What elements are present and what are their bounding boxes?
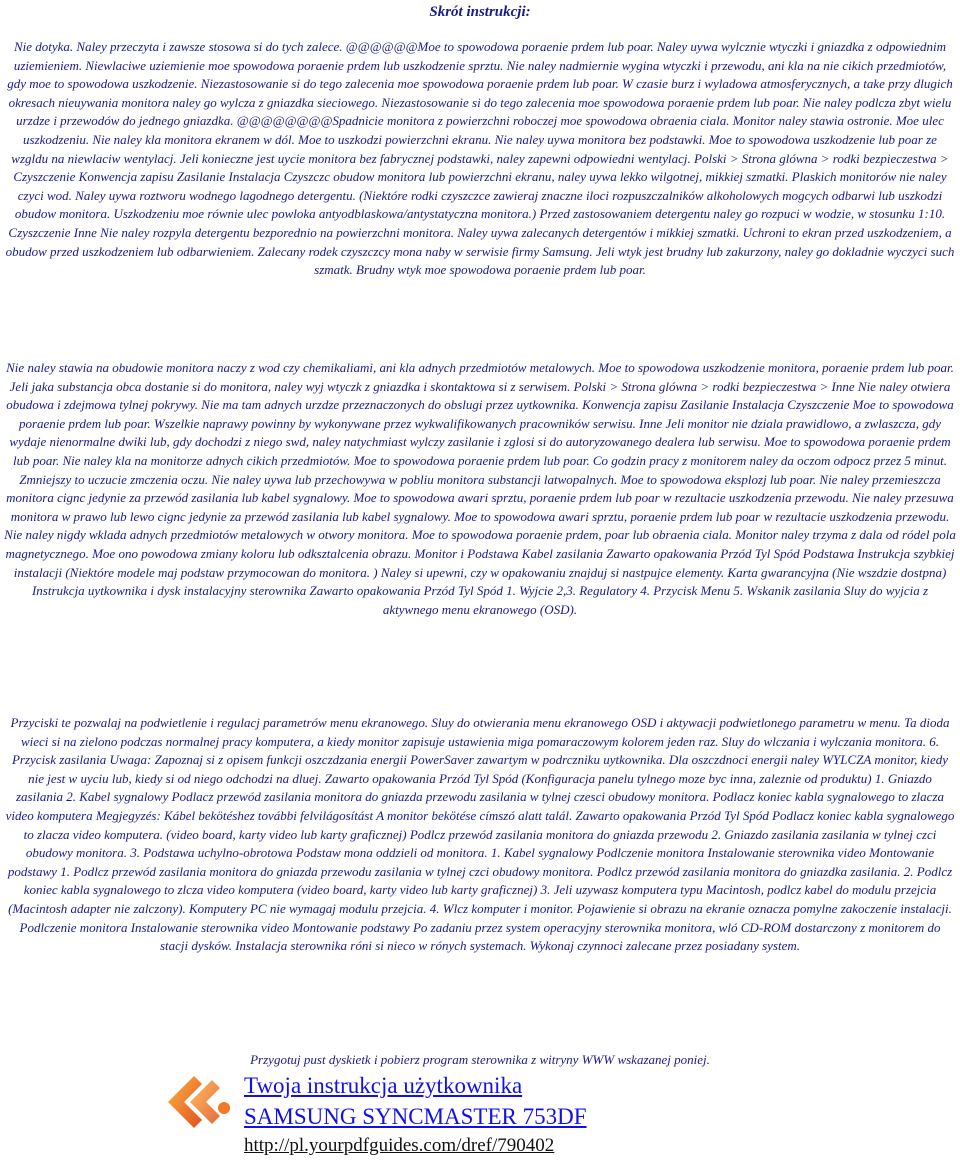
footer-links xyxy=(244,1070,587,1160)
manual-link-url[interactable]: http://pl.yourpdfguides.com/dref/790402 xyxy=(244,1135,555,1156)
paragraph-safety: Nie dotyka. Naley przeczyta i zawsze stosowa si do tych zalece. @@@@@@Moe to spowodowa poraenie prdem lub poar. Naley uywa wylcznie wtyczki i gniazdka z odpowiednim uziemieniem. Niewlaciwe uziemienie moe spowodowa poraenie prdem lub uszkodzenie sprztu. Nie naley nadmiernie wygina wtyczki i przewodu, ani kla na nie cikich przedmiotów, gdy moe to spowodowa uszkodzenie. Niezastosowanie si do tego zalecenia moe spowodowa poraenie prdem lub poar. W czasie burz i wyladowa atmosferycznych, a take przy dlugich okresach nieuywania monitora naley go wylcza z gniazdka sieciowego. Niezastosowanie si do tego zalecenia moe spowodowa poraenie prdem lub poar. Nie naley podlcza zbyt wielu urzdze i przewodów do jednego gniazdka. @@@@@@@@Spadnicie monitora z powierzchni roboczej moe spowodowa obraenia ciala. Monitor naley stawia ostronie. Moe ulec uszkodzeniu. Nie naley kla monitora ekranem w dól. Moe to uszkodzi powierzchni ekranu. Nie naley uywa monitora bez podstawki. Moe to spowodowa uszkodzenie lub poar ze wzgldu na niewlaciw wentylacj. Jeli konieczne jest uycie monitora bez fabrycznej podstawki, naley zapewni odpowiedni wentylacj. Polski > Strona glówna > rodki bezpieczestwa > Czyszczenie Konwencja zapisu Zasilanie Instalacja Czyszczc obudow monitora lub powierzchni ekranu, naley uywa lekko wilgotnej, mikkiej szmatki. Plaskich monitorów nie naley czyci wod. Naley uywa roztworu wodnego lagodnego detergentu. (Niektóre rodki czyszczce zawieraj znaczne iloci rozpuszczalników alkoholowych mogcych odbarwi lub uszkodzi obudow monitora. Uszkodzeniu moe równie ulec powloka antyodblaskowa/antystatyczna monitora.) Przed zastosowaniem detergentu naley go rozpuci w wodzie, w stosunku 1:10. Czyszczenie Inne Nie naley rozpyla detergentu bezporednio na powierzchni monitora. Naley uywa zalecanych detergentów i mikkiej szmatki. Uchroni to ekran przed uszkodzeniem, a obudow przed uszkodzeniem lub odbarwieniem. Zalecany rodek czyszczcy mona naby w serwisie firmy Samsung. Jeli wtyk jest brudny lub zakurzony, naley go dokladnie wyczyci such szmatk. Brudny wtyk moe spowodowa poraenie prdem lub poar. xyxy=(5,39,955,278)
paragraph-controls: Przyciski te pozwalaj na podwietlenie i regulacj parametrów menu ekranowego. Sluy do otwierania menu ekranowego OSD i aktywacji podwietlonego parametru w menu. Ta dioda wieci si na zielono podczas normalnej pracy komputera, a kiedy monitor zapisuje ustawienia miga pomaraczowym kolorem jeden raz. Sluy do wlczania i wylczania monitora. 6. Przycisk zasilania Uwaga: Zapoznaj si z opisem funkcji oszczdzania energii PowerSaver zawartym w podrczniku uytkownika. Dla oszczdnoci energii naley WYLCZA monitor, kiedy nie jest w uyciu lub, kiedy si od niego odchodzi na dluej. Zawarto opakowania Przód Tyl Spód (Konfiguracja panelu tylnego moze byc inna, zaleznie od produktu) 1. Gniazdo zasilania 2. Kabel sygnalowy Podlacz przewód zasilania monitora do gniazda przewodu zasilania w tylnej czesci obudowy monitora. Podlacz koniec kabla sygnalowego to zlacza video komputera Megjegyzés: Kábel bekötéshez további felvilágosítást A monitor bekötése címszó alatt talál. Zawarto opakowania Przód Tyl Spód Podlacz koniec kabla sygnalowego to zlacza video komputera. (video board, karty video lub karty graficznej) Podlcz przewód zasilania monitora do gniazda przewodu 2. Gniazdo zasilania zasilania w tylnej czci obudowy monitora. 3. Podstawa uchylno-obrotowa Podstaw mona oddzieli od monitora. 1. Kabel sygnalowy Podlczenie monitora Instalowanie sterownika video Montowanie podstawy 1. Podlcz przewód zasilania monitora do gniazda przewodu zasilania w tylnej czci obudowy monitora. Podlcz przewód zasilania monitora do gniazdka zasilania. 2. Podlcz koniec kabla sygnalowego to zlcza video komputera (video board, karty video lub karty graficznej) 3. Jeli uzywasz komputera typu Macintosh, podlcz kabel do modulu przejcia (Macintosh adapter nie zalczony). Komputery PC nie wymagaj modulu przejcia. 4. Wlcz komputer i monitor. Pojawienie si obrazu na ekranie oznacza pomylne zakoczenie instalacji. Podlczenie monitora Instalowanie sterownika video Montowanie podstawy Po zadaniu przez system operacyjny sterownika monitora, wló CD-ROM dostarczony z monitorem do stacji dysków. Instalacja sterownika róni si nieco w rónych systemach. Wykonaj czynnoci zalecane przez posiadany system. xyxy=(5,715,955,954)
pdf-guide-logo-icon xyxy=(160,1068,234,1138)
footer xyxy=(160,1068,940,1164)
paragraph-other: Nie naley stawia na obudowie monitora naczy z wod czy chemikaliami, ani kla adnych przedmiotów metalowych. Moe to spowodowa uszkodzenie monitora, poraenie prdem lub poar. Jeli jaka substancja obca dostanie si do monitora, naley wyj wtyczk z gniazdka i skontaktowa si z serwisem. Polski > Strona glówna > rodki bezpieczestwa > Inne Nie naley otwiera obudowa i zdejmowa tylnej pokrywy. Nie ma tam adnych urzdze przeznaczonych do obslugi przez uytkownika. Konwencja zapisu Zasilanie Instalacja Czyszczenie Moe to spowodowa poraenie prdem lub poar. Wszelkie naprawy powinny by wykonywane przez wykwalifikowanych pracowników serwisu. Inne Jeli monitor nie dziala prawidlowo, a zwlaszcza, gdy wydaje nienormalne dwiki lub, gdy dochodzi z niego swd, naley natychmiast wylczy zasilanie i zglosi si do autoryzowanego dealera lub serwisu. Moe to spowodowa poraenie prdem lub poar. Nie naley kla na monitorze adnych cikich przedmiotów. Moe to spowodowa poraenie prdem lub poar. Co godzin pracy z monitorem naley da oczom odpocz przez 5 minut. Zmniejszy to uczucie zmczenia oczu. Nie naley uywa lub przechowywa w pobliu monitora substancji latwopalnych. Moe to spowodowa eksplozj lub poar. Nie naley przemieszcza monitora cignc jedynie za przewód zasilania lub kabel sygnalowy. Moe to spowodowa awari sprztu, poraenie prdem lub poar w rezultacie uszkodzenia przewodu. Nie naley przesuwa monitora w prawo lub lewo cignc jedynie za przewód zasilania lub kabel sygnalowy. Moe to spowodowa awari sprztu, poraenie prdem lub poar w rezultacie uszkodzenia przewodu. Nie naley nigdy wklada adnych przedmiotów metalowych w otwory monitora. Moe to spowodowa poraenie prdem, poar lub obraenia ciala. Monitor naley trzyma z dala od ródel pola magnetycznego. Moe ono powodowa zmiany koloru lub odksztalcenia obrazu. Monitor i Podstawa Kabel zasilania Zawarto opakowania Przód Tyl Spód Podstawa Instrukcja szybkiej instalacji (Niektóre modele maj podstaw przymocowan do monitora. ) Naley si upewni, czy w opakowaniu znajduj si nastpujce elementy. Karta gwarancyjna (Nie wszdzie dostpna) Instrukcja uytkownika i dysk instalacyjny sterownika Zawarto opakowania Przód Tyl Spód 1. Wyjcie 2,3. Regulatory 4. Przycisk Menu 5. Wskanik zasilania Sluy do wyjcia z aktywnego menu ekranowego (OSD). xyxy=(4,360,956,617)
page-title: Skrót instrukcji: xyxy=(429,4,531,20)
manual-link-title[interactable]: Twoja instrukcja użytkownika xyxy=(244,1073,523,1098)
paragraph-driver: Przygotuj pust dyskietk i pobierz program sterownika z witryny WWW wskazanej poniej. xyxy=(250,1052,710,1067)
manual-link-model[interactable]: SAMSUNG SYNCMASTER 753DF xyxy=(244,1104,587,1129)
